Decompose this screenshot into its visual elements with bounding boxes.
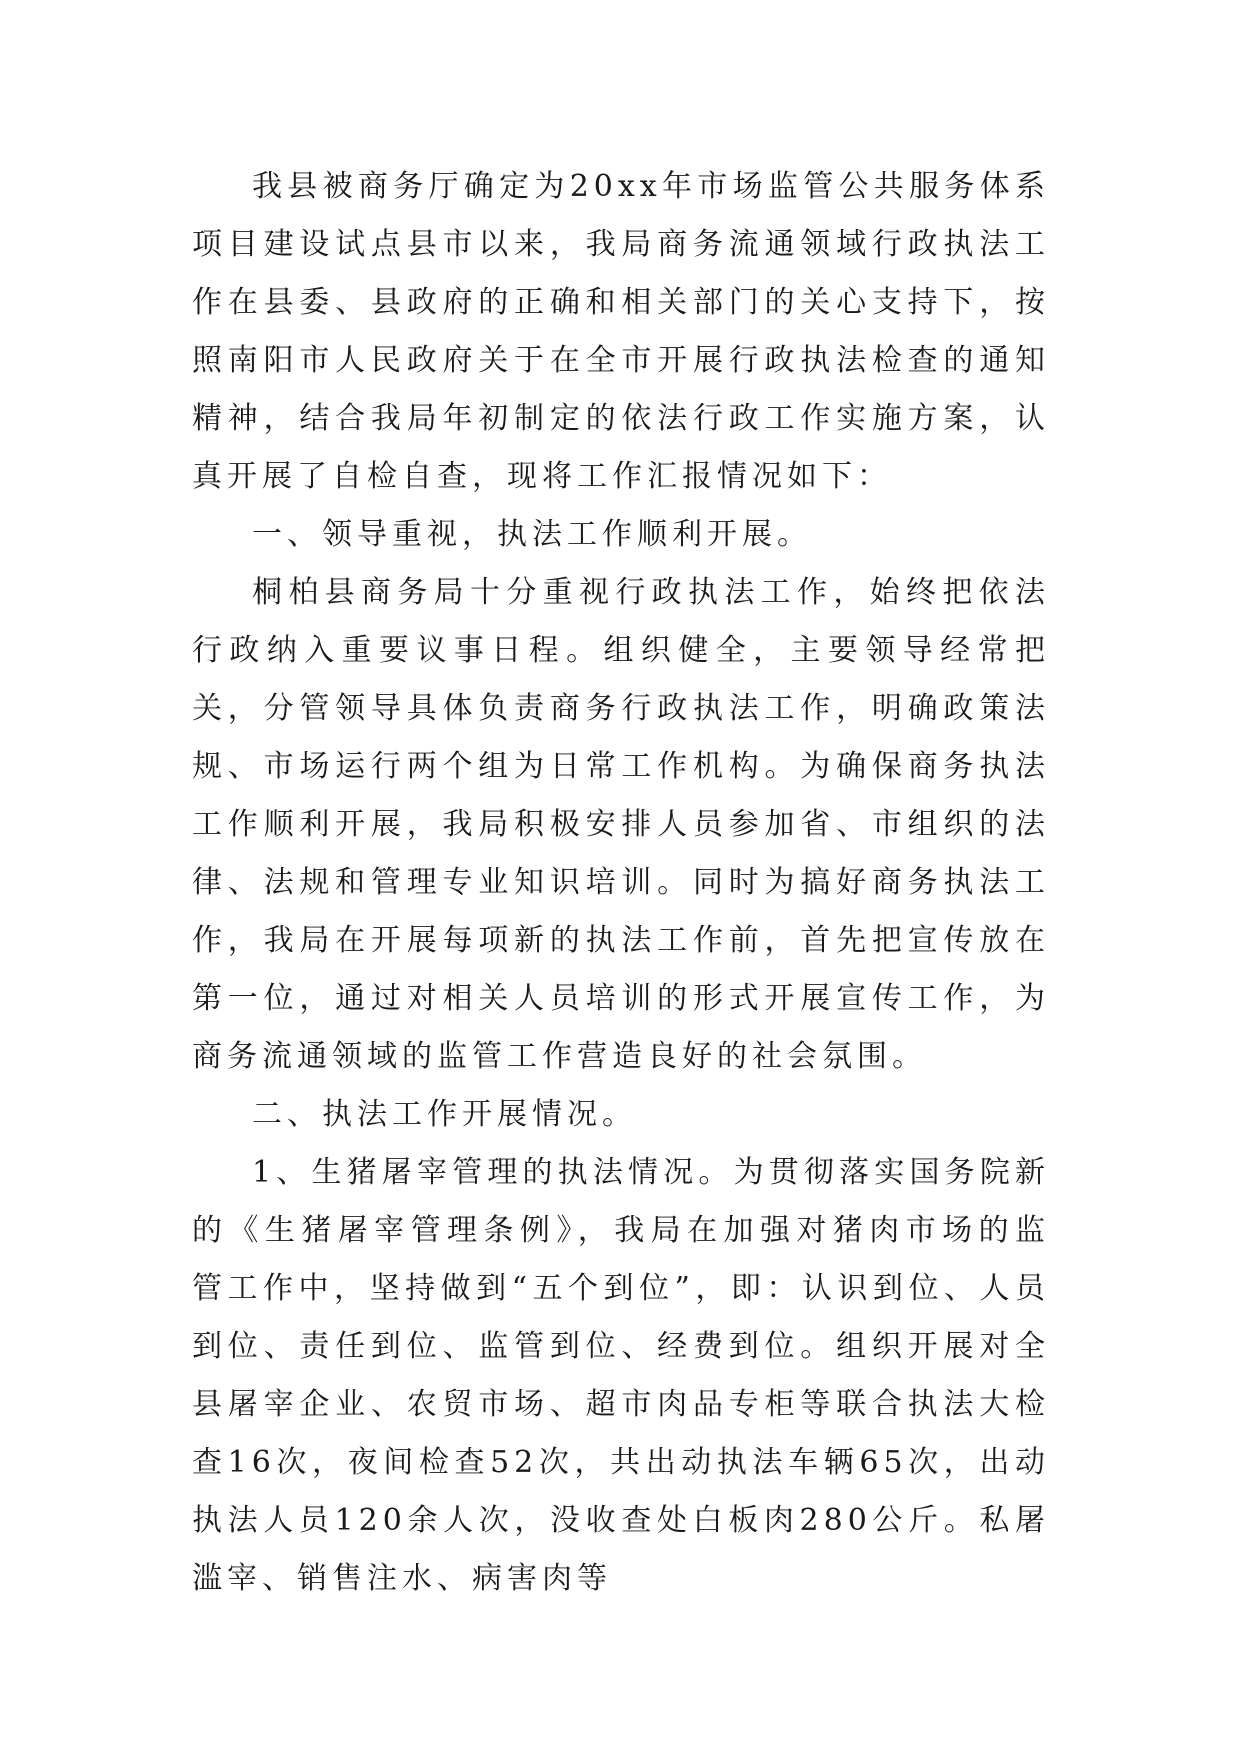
pig-slaughter-paragraph: 1、生猪屠宰管理的执法情况。为贯彻落实国务院新的《生猪屠宰管理条例》，我局在加强对猪肉市场的监管工作中，坚持做到“五个到位”，即：认识到位、人员到位、责任到位、监管到位、经费到位。组织开展对全县屠宰企业、农贸市场、超市肉品专柜等联合执法大检查16次，夜间检查52次，共出动执法车辆65次，出动执法人员120余人次，没收查处白板肉280公斤。私屠滥宰、销售注水、病害肉等 [192, 1155, 1050, 1596]
section-heading-leadership: 一、领导重视，执法工作顺利开展。 [252, 517, 812, 552]
leadership-paragraph: 桐柏县商务局十分重视行政执法工作，始终把依法行政纳入重要议事日程。组织健全，主要领导经常把关，分管领导具体负责商务行政执法工作，明确政策法规、市场运行两个组为日常工作机构。为确保商务执法工作顺利开展，我局积极安排人员参加省、市组织的法律、法规和管理专业知识培训。同时为搞好商务执法工作，我局在开展每项新的执法工作前，首先把宣传放在第一位，通过对相关人员培训的形式开展宣传工作，为商务流通领域的监管工作营造良好的社会氛围。 [192, 575, 1050, 1074]
document-body [192, 158, 1050, 1608]
intro-paragraph: 我县被商务厅确定为20xx年市场监管公共服务体系项目建设试点县市以来，我局商务流通领域行政执法工作在县委、县政府的正确和相关部门的关心支持下，按照南阳市人民政府关于在全市开展行政执法检查的通知精神，结合我局年初制定的依法行政工作实施方案，认真开展了自检自查，现将工作汇报情况如下： [192, 169, 1050, 494]
section-heading-enforcement: 二、执法工作开展情况。 [252, 1097, 637, 1132]
